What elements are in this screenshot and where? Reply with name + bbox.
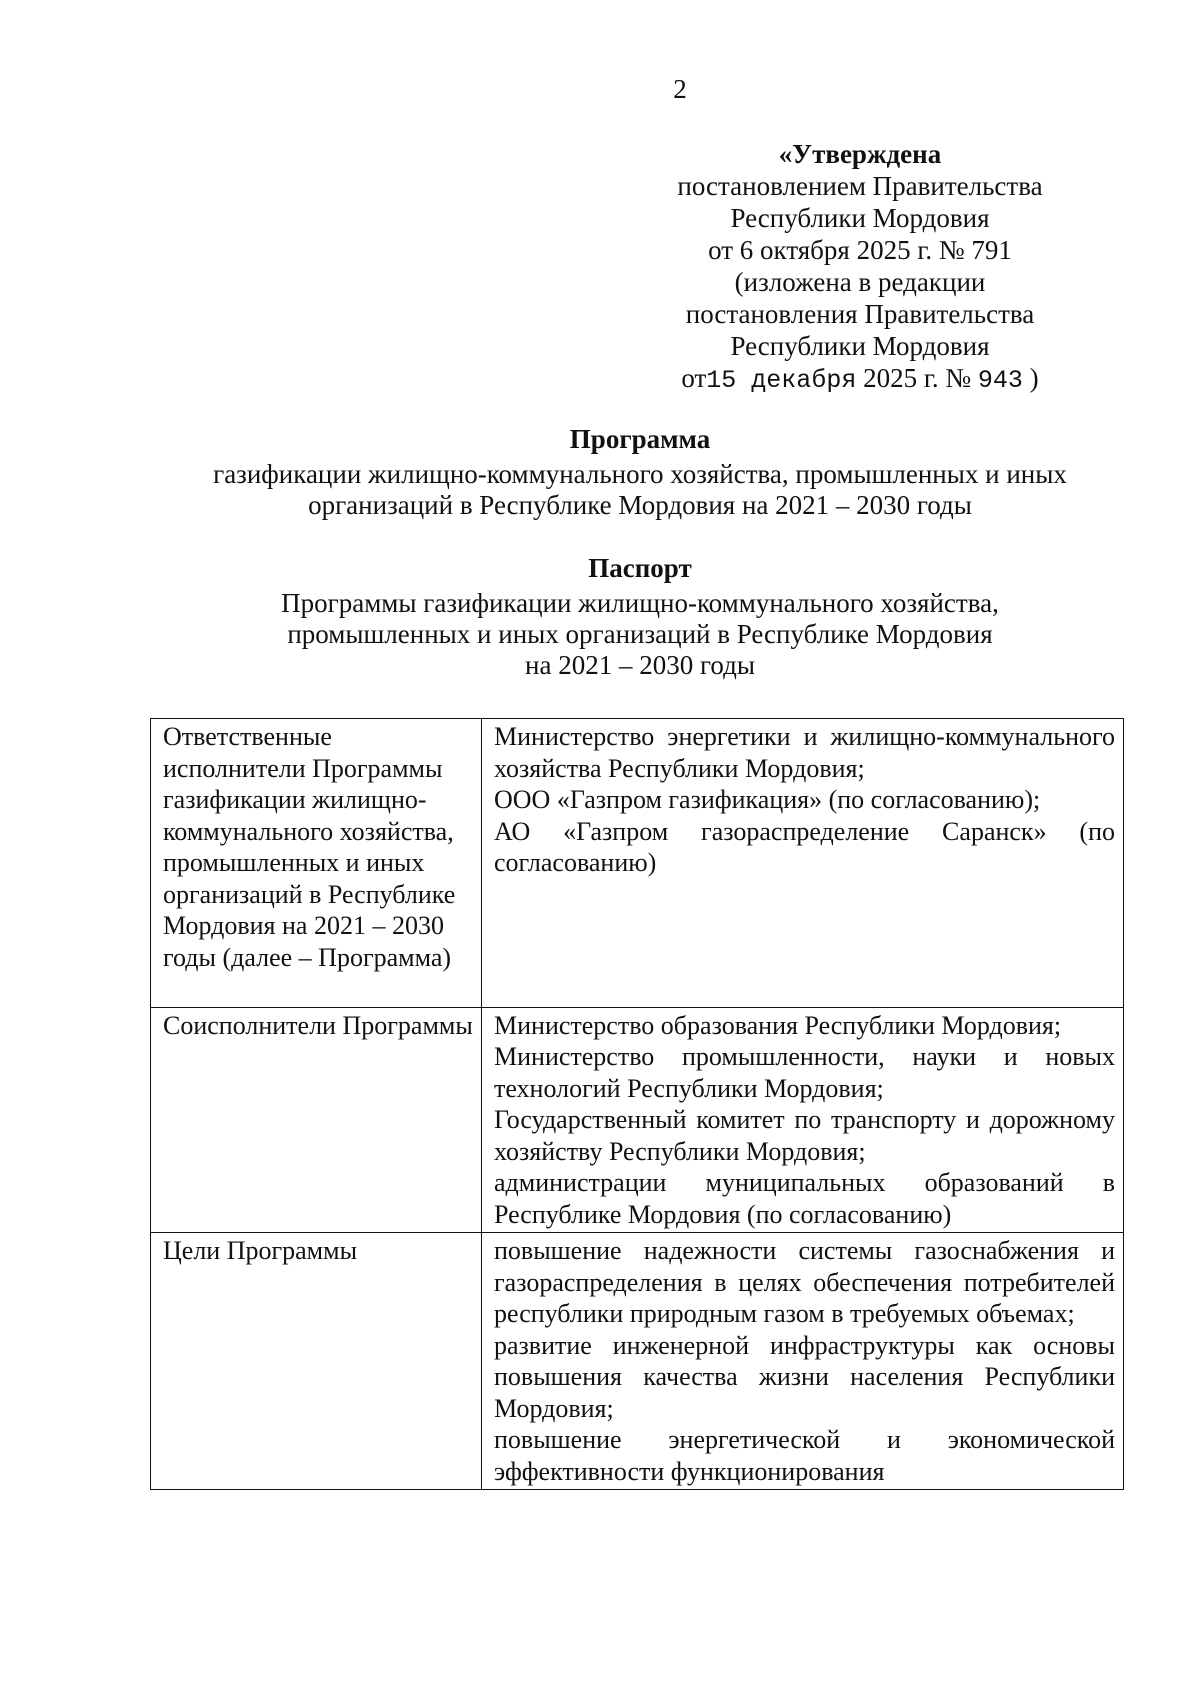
approval-line: (изложена в редакции <box>734 267 986 297</box>
table-row <box>151 719 1124 1008</box>
program-subtitle-line: организаций в Республике Мордовия на 2021 – 2030 годы <box>308 490 972 520</box>
table-row <box>151 1007 1124 1233</box>
date-suffix: ) <box>1022 363 1039 393</box>
passport-title: Паспорт <box>588 553 692 583</box>
date-prefix: от <box>681 363 707 393</box>
program-title: Программа <box>569 424 711 454</box>
passport-subtitle-line: промышленных и иных организаций в Республике Мордовия <box>287 619 993 649</box>
passport-subtitle-line: на 2021 – 2030 годы <box>525 650 755 680</box>
value-line: ООО «Газпром газификация» (по согласованию); <box>494 785 1041 814</box>
document-number: 943 <box>977 366 1023 395</box>
approval-line: от 6 октября 2025 г. № 791 <box>708 235 1012 265</box>
approval-stamp-block <box>650 138 1070 397</box>
table-row <box>151 1233 1124 1490</box>
value-line: Министерство образования Республики Мордовия; <box>494 1010 1062 1040</box>
approval-title: «Утверждена <box>778 139 942 169</box>
passport-subtitle-line: Программы газификации жилищно-коммунального хозяйства, <box>281 588 999 618</box>
page-number: 2 <box>673 74 687 104</box>
approval-line: постановления Правительства <box>685 299 1035 329</box>
row-value <box>482 1007 1124 1233</box>
row-value <box>482 719 1124 1008</box>
approval-line: Республики Мордовия <box>730 203 990 233</box>
value-line: Министерство промышленности, науки и новых технологий Республики Мордовия; <box>494 1042 1115 1103</box>
date-year: 2025 г. № <box>856 363 978 393</box>
approval-revision-date <box>650 362 1070 397</box>
row-value <box>482 1233 1124 1490</box>
value-line: Министерство энергетики и жилищно-коммунального хозяйства Республики Мордовия; <box>494 722 1115 783</box>
row-label: Цели Программы <box>151 1233 482 1490</box>
program-heading <box>160 424 1120 521</box>
value-line: повышение энергетической и экономической эффективности функционирования <box>494 1425 1115 1486</box>
value-line: АО «Газпром газораспределение Саранск» (по согласованию) <box>494 816 1115 877</box>
approval-line: постановлением Правительства <box>677 171 1043 201</box>
value-line: повышение надежности системы газоснабжения и газораспределения в целях обеспечения потребителей республики природным газом в требуемых объемах; <box>494 1236 1115 1328</box>
approval-line: Республики Мордовия <box>730 331 990 361</box>
row-label: Ответственные исполнители Программы газификации жилищно-коммунального хозяйства, промышленных и иных организаций в Республике Мордовия на 2021 – 2030 годы (далее – Программа) <box>151 719 482 1008</box>
date-filled: 15 декабря <box>706 366 857 395</box>
passport-heading <box>160 553 1120 681</box>
program-subtitle-line: газификации жилищно-коммунального хозяйства, промышленных и иных <box>213 459 1067 489</box>
value-line: развитие инженерной инфраструктуры как основы повышения качества жизни населения Республики Мордовия; <box>494 1330 1115 1423</box>
value-line: Государственный комитет по транспорту и дорожному хозяйству Республики Мордовия; <box>494 1105 1115 1166</box>
value-line: администрации муниципальных образований в Республике Мордовия (по согласованию) <box>494 1168 1115 1229</box>
passport-table <box>150 718 1124 1490</box>
row-label: Соисполнители Программы <box>151 1007 482 1233</box>
